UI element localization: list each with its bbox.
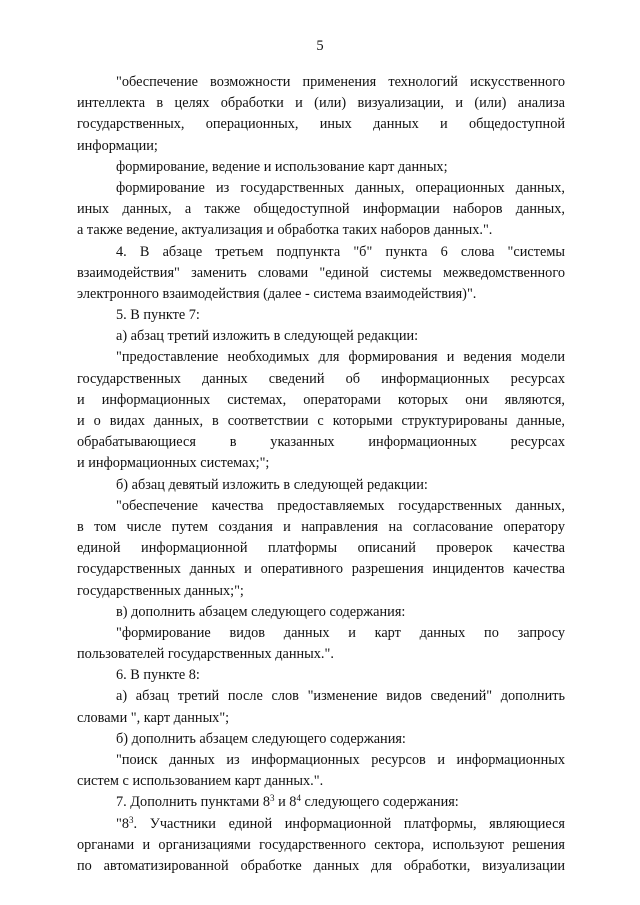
text-run: 6. В пункте 8: <box>116 667 200 684</box>
text-run: "8 <box>116 815 129 832</box>
text-line <box>77 581 565 602</box>
text-run: следующего содержания: <box>300 794 459 811</box>
text-line <box>77 771 565 792</box>
text-line <box>77 72 565 93</box>
text-line <box>77 665 565 686</box>
text-run: формирование из государственных данных, операционных данных, <box>116 179 565 196</box>
text-run: в) дополнить абзацем следующего содержания: <box>116 603 406 620</box>
text-run: б) дополнить абзацем следующего содержания: <box>116 730 406 747</box>
text-line <box>77 369 565 390</box>
text-run: государственных данных и оперативного разрешения инцидентов качества <box>77 561 565 578</box>
text-run: 7. Дополнить пунктами 8 <box>116 794 270 811</box>
text-line <box>77 708 565 729</box>
text-run: а) абзац третий изложить в следующей редакции: <box>116 328 419 345</box>
text-line <box>77 644 565 665</box>
superscript: 3 <box>129 814 134 825</box>
text-run: и о видах данных, в соответствии с которыми структурированы данные, <box>77 413 565 429</box>
text-run: и информационных системах, операторами которых они являются, <box>77 391 565 408</box>
text-line <box>77 157 565 178</box>
text-run: электронного взаимодействия (далее - система взаимодействия)". <box>77 285 477 302</box>
text-run: и 8 <box>274 794 297 811</box>
text-run: 4. В абзаце третьем подпункта "б" пункта 6 слова "системы <box>116 243 565 260</box>
text-line <box>77 93 565 114</box>
text-line <box>77 284 565 305</box>
text-run: и информационных системах;"; <box>77 455 270 472</box>
text-line <box>77 750 565 771</box>
text-line <box>77 517 565 538</box>
text-run: государственных, операционных, иных данных и общедоступной <box>77 116 565 133</box>
text-run: органами и организациями государственного сектора, используют решения <box>77 836 565 853</box>
text-line <box>77 792 565 813</box>
text-line <box>77 136 565 157</box>
text-run: иных данных, а также общедоступной информации наборов данных, <box>77 201 565 218</box>
text-line <box>77 263 565 284</box>
text-run: государственных данных;"; <box>77 582 244 599</box>
superscript: 3 <box>270 793 275 804</box>
text-line <box>77 686 565 707</box>
text-line <box>77 305 565 326</box>
text-line <box>77 559 565 580</box>
text-run: в том числе путем создания и направления на согласование оператору <box>77 518 565 535</box>
text-line <box>77 220 565 241</box>
text-line <box>77 623 565 644</box>
text-run: 5. В пункте 7: <box>116 307 200 324</box>
text-line <box>77 199 565 220</box>
text-run: интеллекта в целях обработки и (или) визуализации, и (или) анализа <box>77 95 565 112</box>
text-run: "предоставление необходимых для формирования и ведения модели <box>116 349 565 366</box>
text-run: "обеспечение качества предоставляемых государственных данных, <box>116 497 565 514</box>
text-line <box>77 114 565 135</box>
text-run: "поиск данных из информационных ресурсов и информационных <box>116 752 565 768</box>
text-run: по автоматизированной обработке данных для обработки, визуализации <box>77 857 565 874</box>
text-run: а) абзац третий после слов "изменение видов сведений" дополнить <box>116 688 565 705</box>
text-run: государственных данных сведений об информационных ресурсах <box>77 370 565 387</box>
text-run: б) абзац девятый изложить в следующей редакции: <box>116 476 428 493</box>
text-run: а также ведение, актуализация и обработка таких наборов данных.". <box>77 222 493 239</box>
text-line <box>77 453 565 474</box>
text-line <box>77 602 565 623</box>
text-line <box>77 411 565 432</box>
text-run: взаимодействия" заменить словами "единой системы межведомственного <box>77 264 565 281</box>
text-run: словами ", карт данных"; <box>77 709 230 726</box>
text-run: "формирование видов данных и карт данных по запросу <box>116 624 565 641</box>
text-line <box>77 326 565 347</box>
text-run: . Участники единой информационной платформы, являющиеся <box>133 815 565 832</box>
text-line <box>77 814 565 835</box>
text-line <box>77 538 565 559</box>
text-run: пользователей государственных данных.". <box>77 646 334 663</box>
text-line <box>77 242 565 263</box>
document-body <box>77 72 565 877</box>
text-run: обрабатывающиеся в указанных информационных ресурсах <box>77 434 565 451</box>
text-line <box>77 390 565 411</box>
text-run: формирование, ведение и использование карт данных; <box>116 158 448 175</box>
text-run: информации; <box>77 137 158 154</box>
text-line <box>77 178 565 199</box>
text-line <box>77 347 565 368</box>
text-line <box>77 475 565 496</box>
page-number: 5 <box>316 38 324 54</box>
text-run: систем с использованием карт данных.". <box>77 773 324 790</box>
text-run: единой информационной платформы описаний проверок качества <box>77 540 565 557</box>
text-line <box>77 856 565 877</box>
text-line <box>77 496 565 517</box>
text-line <box>77 432 565 453</box>
superscript: 4 <box>296 793 301 804</box>
text-line <box>77 729 565 750</box>
text-line <box>77 835 565 856</box>
text-run: "обеспечение возможности применения технологий искусственного <box>116 74 565 90</box>
